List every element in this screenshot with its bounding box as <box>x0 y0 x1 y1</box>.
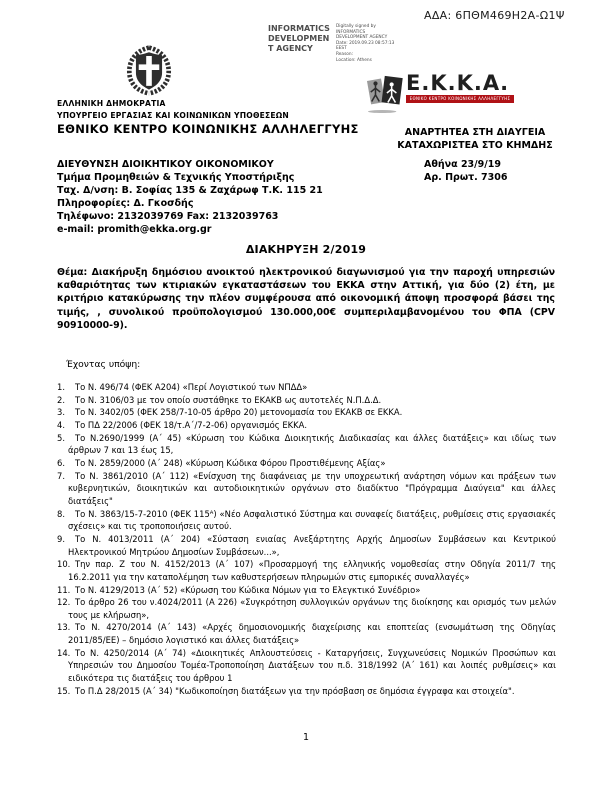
list-item-text: Το Ν.2690/1999 (Α΄ 45) «Κύρωση του Κώδικα Διοικητικής Διαδικασίας και άλλες διατάξεις» και ιδίως των άρθρων 7 και 13 έως 15, <box>68 432 556 456</box>
ekka-acronym: Ε.Κ.Κ.Α. <box>406 71 510 95</box>
list-item-text: Το Π.Δ 28/2015 (Α΄ 34) "Κωδικοποίηση διατάξεων για την πρόσβαση σε δημόσια έγγραφα και στοιχεία". <box>75 685 515 696</box>
text-line: Πληροφορίες: Δ. Γκοσδής <box>57 198 194 210</box>
list-item-text: Το Ν. 4013/2011 (Α΄ 204) «Σύσταση ενιαίας Ανεξάρτητης Αρχής Δημοσίων Συμβάσεων και Κεντρικού Ηλεκτρονικού Μητρώου Δημοσίων Συμβάσεων...», <box>68 533 556 557</box>
list-item <box>57 419 556 432</box>
list-item <box>57 432 556 457</box>
text-line: Τηλέφωνο: 2132039769 Fax: 2132039763 <box>57 211 279 223</box>
text-line: e-mail: promith@ekka.org.gr <box>57 224 212 236</box>
list-item <box>57 621 556 646</box>
diavgeia-posting-label: ΑΝΑΡΤΗΤΕΑ ΣΤΗ ΔΙΑΥΓΕΙΑ <box>404 127 546 138</box>
ada-code: ΑΔΑ: 6ΠΘΜ469Η2Α-Ω1Ψ <box>424 9 565 22</box>
list-item-number: 13. <box>57 622 71 633</box>
list-item-number: 9. <box>57 533 65 544</box>
list-item-text: Το Ν. 3106/03 με τον οποίο συστάθηκε το ΕΚΑΚΒ ως αυτοτελές Ν.Π.Δ.Δ. <box>75 394 382 405</box>
page-title: ΔΙΑΚΗΡΥΞΗ 2/2019 <box>245 243 367 256</box>
list-item-number: 4. <box>57 419 65 430</box>
list-item <box>57 508 556 533</box>
list-item-text: Το Ν. 3863/15-7-2010 (ΦΕΚ 115ᴬ) «Νέο Ασφαλιστικό Σύστημα και συναφείς διατάξεις, ρυθμίσεις στις εργασιακές σχέσεις» και τις τροποποιήσεις αυτού. <box>68 508 556 532</box>
list-item <box>57 533 556 558</box>
text-line: Date: 2019.09.23 08:57:13 <box>336 40 395 46</box>
list-item-text: Το Ν. 4129/2013 (Α΄ 52) «Κύρωση του Κώδικα Νόμων για το Ελεγκτικό Συνέδριο» <box>75 584 421 595</box>
city-date: Αθήνα 23/9/19 <box>424 159 501 170</box>
list-item <box>57 685 556 698</box>
ministry-label: ΥΠΟΥΡΓΕΙΟ ΕΡΓΑΣΙΑΣ ΚΑΙ ΚΟΙΝΩΝΙΚΩΝ ΥΠΟΘΕΣΕΩΝ <box>57 110 289 120</box>
government-header <box>57 99 359 136</box>
organization-label: ΕΘΝΙΚΟ ΚΕΝΤΡΟ ΚΟΙΝΩΝΙΚΗΣ ΑΛΛΗΛΕΓΓΥΗΣ <box>57 122 359 136</box>
list-item-text: Το Ν. 3402/05 (ΦΕΚ 258/7-10-05 άρθρο 20) μετονομασία του ΕΚΑΚΒ σε ΕΚΚΑ. <box>75 407 403 418</box>
list-item <box>57 381 556 394</box>
reference-block <box>424 158 508 184</box>
text-line: Τμήμα Προμηθειών & Τεχνικής Υποστήριξης <box>57 172 295 184</box>
text-line: Reason: <box>336 51 354 57</box>
list-item <box>57 558 556 583</box>
list-item <box>57 457 556 470</box>
list-item-number: 8. <box>57 508 65 519</box>
law-list <box>57 381 556 697</box>
list-item-number: 3. <box>57 407 65 418</box>
list-item <box>57 394 556 407</box>
list-item <box>57 596 556 621</box>
list-item-text: Το Ν. 2859/2000 (Α΄ 248) «Κύρωση Κώδικα Φόρου Προστιθέμενης Αξίας» <box>75 457 386 468</box>
list-item-number: 2. <box>57 394 65 405</box>
list-item-number: 11. <box>57 584 71 595</box>
list-item <box>57 584 556 597</box>
list-item-text: Το Ν. 4270/2014 (Α΄ 143) «Αρχές δημοσιονομικής διαχείρισης και εποπτείας (ενσωμάτωση της Οδηγίας 2011/85/ΕΕ) – δημόσιο λογιστικό και άλλες διατάξεις» <box>68 622 556 646</box>
ekka-banner: ΕΘΝΙΚΟ ΚΕΝΤΡΟ ΚΟΙΝΩΝΙΚΗΣ ΑΛΛΗΛΕΓΓΥΗΣ <box>406 95 514 103</box>
list-item <box>57 470 556 508</box>
list-item-text: Το άρθρο 26 του ν.4024/2011 (Α 226) «Συγκρότηση συλλογικών οργάνων της διοίκησης και ορισμός των μελών τους με κλήρωση», <box>68 597 556 620</box>
hellenic-coat-of-arms-icon <box>121 43 177 101</box>
text-line: EEST <box>336 46 347 52</box>
list-item-number: 10. <box>57 559 71 570</box>
list-item-text: Την παρ. Ζ του Ν. 4152/2013 (Α΄ 107) «Προσαρμογή της ελληνικής νομοθεσίας στην Οδηγία 2011/7 της 16.2.2011 για την καταπολέμηση των καθυστερήσεων πληρωμών στις εμπορικές συναλλαγές» <box>68 559 556 582</box>
text-line: INFORMATICS <box>336 29 366 35</box>
list-item-number: 1. <box>57 382 65 392</box>
text-line: Digitally signed by <box>336 24 376 29</box>
digital-signature-stamp-details <box>336 24 400 63</box>
ekka-logo <box>366 72 514 118</box>
digital-signature-stamp-agency: INFORMATICS DEVELOPMENT AGENCY <box>268 24 330 53</box>
subject-paragraph: Θέμα: Διακήρυξη δημόσιου ανοικτού ηλεκτρονικού διαγωνισμού για την παροχή υπηρεσιών καθαριότητας των κτιριακών εγκαταστάσεων του ΕΚΚΑ στην Αττική, για δύο (2) έτη, με κριτήριο κατακύρωσης την πλέον συμφέρουσα από οικονομική άποψη προσφορά βάσει της τιμής, , συνολικού προϋπολογισμού 130.000,00€ συμπεριλαμβανομένου του ΦΠΑ (CPV 90910000-9). <box>57 267 555 331</box>
text-line: Location: Athens <box>336 57 372 63</box>
kimdis-posting-label: ΚΑΤΑΧΩΡΙΣΤΕΑ ΣΤΟ ΚΗΜΔΗΣ <box>397 139 553 151</box>
list-item-number: 12. <box>57 597 71 608</box>
hellenic-republic-label: ΕΛΛΗΝΙΚΗ ΔΗΜΟΚΡΑΤΙΑ <box>57 99 166 108</box>
text-line: ΔΙΕΥΘΥΝΣΗ ΔΙΟΙΚΗΤΙΚΟΥ ΟΙΚΟΝΟΜΙΚΟΥ <box>57 159 274 170</box>
list-item-text: Το Ν. 4250/2014 (Α΄ 74) «Διοικητικές Απλουστεύσεις - Καταργήσεις, Συγχωνεύσεις Νομικών Προσώπων και Υπηρεσιών του Δημοσίου Τομέα-Τροποποίηση Διατάξεων του π.δ. 318/1992 (Α΄ 161) και λοιπές ρυθμίσεις» και ειδικότερα τις διατάξεις του άρθρου 1 <box>68 647 556 684</box>
list-item-number: 15. <box>57 685 71 696</box>
posting-notices <box>385 127 565 152</box>
text-line: Ταχ. Δ/νση: Β. Σοφίας 135 & Ζαχάρωφ Τ.Κ. 115 21 <box>57 185 323 197</box>
list-item <box>57 647 556 685</box>
list-item-number: 5. <box>57 432 65 443</box>
page-number: 1 <box>302 732 310 743</box>
ekka-figures-icon <box>366 72 404 118</box>
list-item-text: Το ΠΔ 22/2006 (ΦΕΚ 18/τ.Α΄/7-2-06) οργανισμός ΕΚΚΑ. <box>75 419 307 430</box>
list-item-number: 7. <box>57 470 65 481</box>
list-item-text: Το Ν. 496/74 (ΦΕΚ Α204) «Περί Λογιστικού των ΝΠΔΔ» <box>75 382 308 392</box>
list-item-text: Το Ν. 3861/2010 (Α΄ 112) «Ενίσχυση της διαφάνειας με την υποχρεωτική ανάρτηση νόμων και πράξεων των κυβερνητικών, διοικητικών και αυτοδιοικητικών οργάνων στο διαδίκτυο "Πρόγραμμα Διαύγεια" και άλλες διατάξεις" <box>68 470 556 506</box>
text-line: DEVELOPMENT AGENCY <box>336 35 388 41</box>
letterhead-contact-block <box>57 158 323 237</box>
protocol-number: Αρ. Πρωτ. 7306 <box>424 172 508 184</box>
having-regard-label: Έχοντας υπόψη: <box>66 359 141 370</box>
list-item-number: 14. <box>57 647 71 658</box>
list-item <box>57 406 556 419</box>
list-item-number: 6. <box>57 457 65 468</box>
